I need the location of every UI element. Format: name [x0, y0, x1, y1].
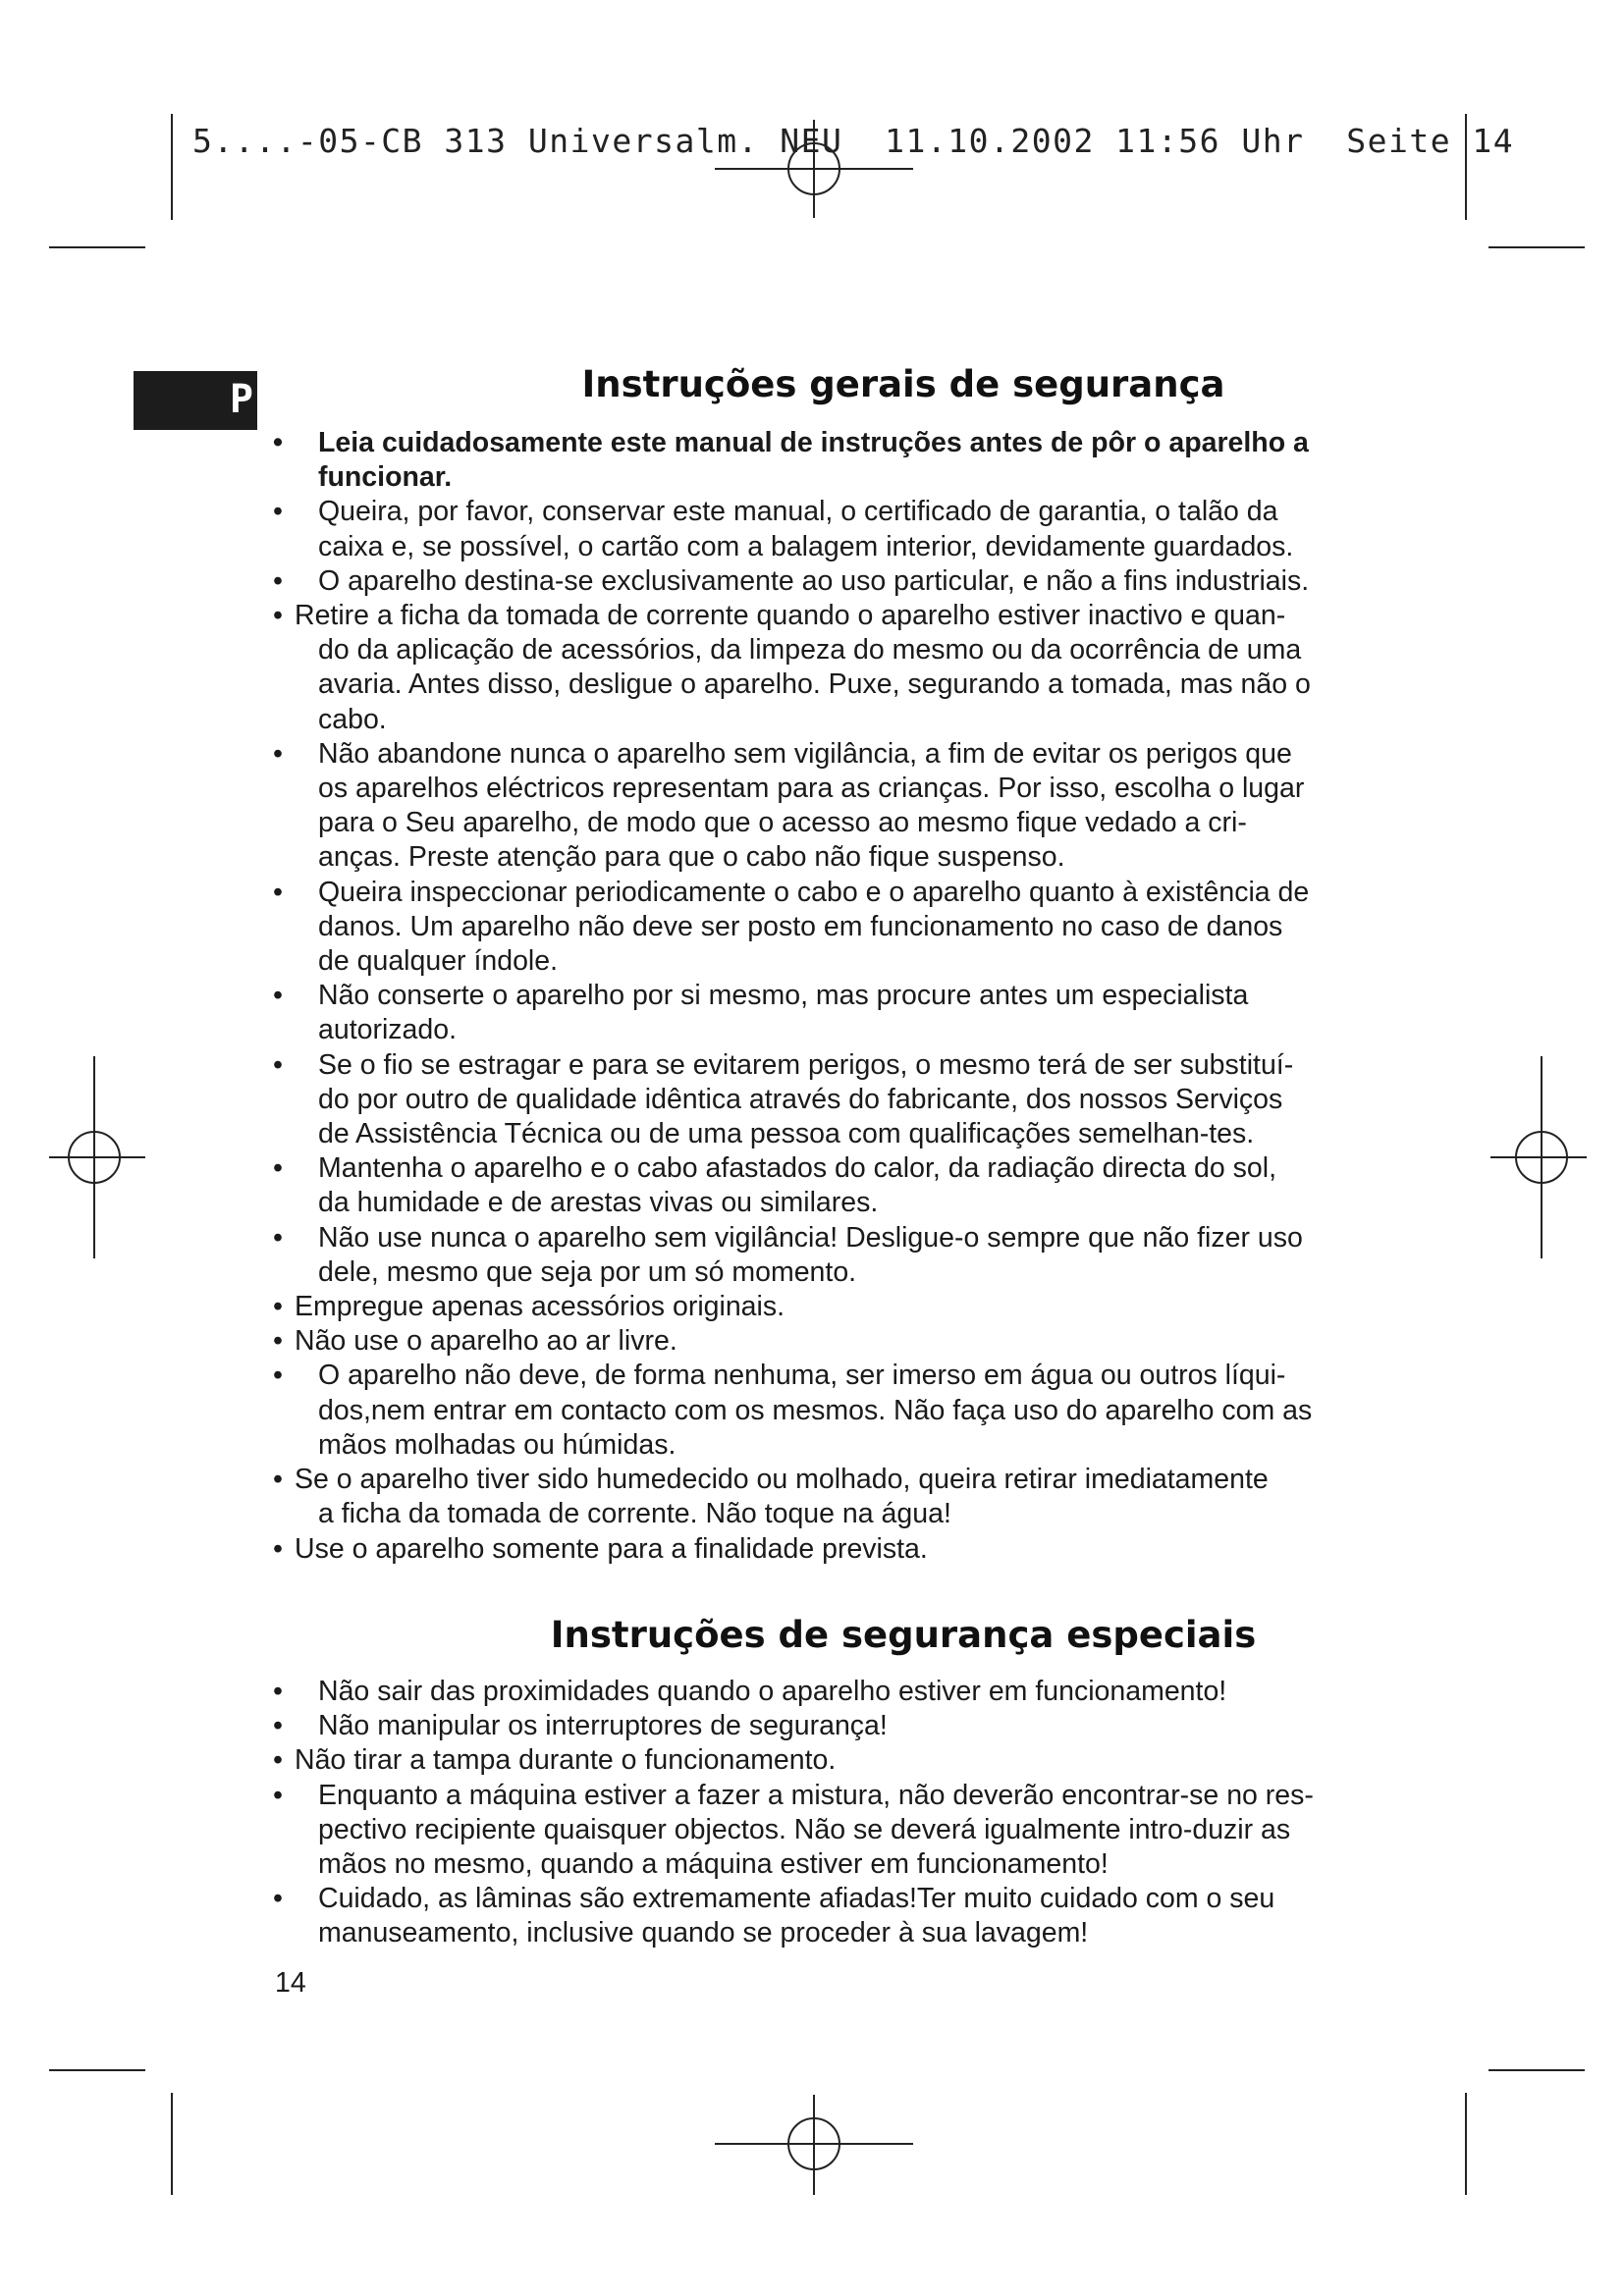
list-item-line: de qualquer índole. — [318, 945, 559, 978]
list-item — [0, 1048, 1312, 1152]
list-item-line: da humidade e de arestas vivas ou similares. — [318, 1187, 879, 1219]
crop-mark-bottom-left-horizontal — [49, 2069, 145, 2071]
list-item-line: O aparelho não deve, de forma nenhuma, ser imerso em água ou outros líqui- — [318, 1360, 1286, 1392]
registration-mark-bottom-icon — [709, 2091, 919, 2199]
list-item-line: Não manipular os interruptores de segurança! — [318, 1710, 888, 1742]
list-item-line: Não use o aparelho ao ar livre. — [295, 1325, 677, 1358]
bullet-icon: • — [273, 427, 283, 458]
list-item — [0, 1221, 1312, 1290]
print-header: 5....-05-CB 313 Universalm. NEU 11.10.2002 11:56 Uhr Seite 14 — [192, 122, 1515, 160]
bullet-icon: • — [273, 564, 283, 597]
bullet-icon: • — [273, 876, 283, 908]
crop-mark-top-right-horizontal — [1489, 246, 1585, 248]
list-item-line: os aparelhos eléctricos representam para as crianças. Por isso, escolha o lugar — [318, 773, 1305, 805]
list-item-line: Não use nunca o aparelho sem vigilância! Desligue-o sempre que não fizer uso — [318, 1221, 1303, 1254]
list-item-line: de Assistência Técnica ou de uma pessoa com qualificações semelhan-tes. — [318, 1118, 1255, 1150]
bullet-icon: • — [273, 980, 283, 1012]
list-item — [0, 426, 1312, 495]
list-item — [0, 737, 1312, 876]
bullet-icon: • — [273, 1464, 283, 1496]
list-item-line: mãos no mesmo, quando a máquina estiver em funcionamento! — [318, 1848, 1109, 1881]
list-item-line: cabo. — [318, 703, 387, 735]
list-item-line: avaria. Antes disso, desligue o aparelho. Puxe, segurando a tomada, mas não o — [318, 668, 1311, 701]
list-item-line: Leia cuidadosamente este manual de instruções antes de pôr o aparelho a — [318, 427, 1309, 458]
bullet-icon: • — [273, 737, 283, 770]
list-item-line: do por outro de qualidade idêntica através do fabricante, dos nossos Serviços — [318, 1083, 1283, 1115]
crop-mark-bottom-right-vertical — [1465, 2093, 1467, 2195]
list-item-line: Não abandone nunca o aparelho sem vigilância, a fim de evitar os perigos que — [318, 737, 1292, 770]
list-item-line: danos. Um aparelho não deve ser posto em funcionamento no caso de danos — [318, 910, 1283, 942]
list-item — [0, 1290, 1312, 1324]
crop-mark-top-left-vertical — [171, 114, 173, 220]
list-item-line: Mantenha o aparelho e o cabo afastados do calor, da radiação directa do sol, — [318, 1152, 1276, 1185]
list-item — [0, 599, 1312, 737]
crop-mark-bottom-left-vertical — [171, 2093, 173, 2195]
list-item-line: a ficha da tomada de corrente. Não toque na água! — [318, 1498, 951, 1530]
list-item-line: mãos molhadas ou húmidas. — [318, 1428, 677, 1461]
list-item — [0, 1709, 1314, 1743]
bullet-icon: • — [273, 1779, 283, 1811]
special-safety-list — [0, 1675, 1314, 1951]
list-item — [0, 564, 1312, 599]
list-item-line: manuseamento, inclusive quando se proceder à sua lavagem! — [318, 1917, 1089, 1949]
list-item-line: autorizado. — [318, 1014, 458, 1046]
list-item-line: Cuidado, as lâminas são extremamente afiadas!Ter muito cuidado com o seu — [318, 1883, 1275, 1915]
list-item-line: Não conserte o aparelho por si mesmo, mas procure antes um especialista — [318, 980, 1249, 1012]
list-item-line: Não sair das proximidades quando o aparelho estiver em funcionamento! — [318, 1676, 1227, 1707]
section-title-general-safety: Instruções gerais de segurança — [581, 363, 1225, 405]
list-item-line: Não tirar a tampa durante o funcionamento. — [295, 1744, 837, 1777]
bullet-icon: • — [273, 496, 283, 528]
section-title-special-safety: Instruções de segurança especiais — [550, 1614, 1257, 1656]
general-safety-list — [0, 426, 1312, 1567]
bullet-icon: • — [273, 1048, 283, 1081]
list-item — [0, 1882, 1314, 1950]
list-item-line: funcionar. — [318, 461, 453, 494]
registration-mark-right-icon — [1487, 1052, 1591, 1262]
bullet-icon: • — [273, 600, 283, 632]
list-item-line: Enquanto a máquina estiver a fazer a mistura, não deverão encontrar-se no res- — [318, 1779, 1314, 1811]
bullet-icon: • — [273, 1883, 283, 1915]
list-item-line: Empregue apenas acessórios originais. — [295, 1291, 785, 1323]
bullet-icon: • — [273, 1291, 283, 1323]
list-item-line: do da aplicação de acessórios, da limpeza do mesmo ou da ocorrência de uma — [318, 634, 1302, 667]
bullet-icon: • — [273, 1710, 283, 1742]
bullet-icon: • — [273, 1152, 283, 1185]
list-item-line: Use o aparelho somente para a finalidade prevista. — [295, 1532, 928, 1565]
language-tab-letter: P — [229, 377, 253, 422]
bullet-icon: • — [273, 1744, 283, 1777]
list-item — [0, 1463, 1312, 1531]
list-item — [0, 979, 1312, 1047]
list-item-line: Queira, por favor, conservar este manual, o certificado de garantia, o talão da — [318, 496, 1278, 528]
list-item-line: pectivo recipiente quaisquer objectos. Não se deverá igualmente intro-duzir as — [318, 1813, 1291, 1845]
bullet-icon: • — [273, 1532, 283, 1565]
list-item-line: caixa e, se possível, o cartão com a balagem interior, devidamente guardados. — [318, 530, 1294, 562]
list-item — [0, 1743, 1314, 1778]
list-item — [0, 1359, 1312, 1463]
list-item-line: Retire a ficha da tomada de corrente quando o aparelho estiver inactivo e quan- — [295, 600, 1286, 632]
crop-mark-top-left-horizontal — [49, 246, 145, 248]
list-item-line: anças. Preste atenção para que o cabo não fique suspenso. — [318, 841, 1065, 874]
page-number: 14 — [275, 1967, 306, 1999]
bullet-icon: • — [273, 1360, 283, 1392]
bullet-icon: • — [273, 1221, 283, 1254]
list-item-line: O aparelho destina-se exclusivamente ao uso particular, e não a fins industriais. — [318, 564, 1310, 597]
list-item — [0, 876, 1312, 980]
list-item — [0, 1324, 1312, 1359]
list-item-line: Se o aparelho tiver sido humedecido ou molhado, queira retirar imediatamente — [295, 1464, 1269, 1496]
list-item-line: Se o fio se estragar e para se evitarem perigos, o mesmo terá de ser substituí- — [318, 1048, 1294, 1081]
list-item — [0, 495, 1312, 563]
list-item-line: Queira inspeccionar periodicamente o cabo e o aparelho quanto à existência de — [318, 876, 1310, 908]
list-item — [0, 1151, 1312, 1220]
list-item — [0, 1532, 1312, 1567]
list-item — [0, 1779, 1314, 1883]
crop-mark-bottom-right-horizontal — [1489, 2069, 1585, 2071]
list-item-line: para o Seu aparelho, de modo que o acesso ao mesmo fique vedado a cri- — [318, 807, 1247, 839]
list-item-line: dos,nem entrar em contacto com os mesmos. Não faça uso do aparelho com as — [318, 1394, 1313, 1426]
bullet-icon: • — [273, 1676, 283, 1707]
list-item-line: dele, mesmo que seja por um só momento. — [318, 1255, 857, 1288]
language-tab — [134, 371, 257, 430]
bullet-icon: • — [273, 1325, 283, 1358]
list-item — [0, 1675, 1314, 1709]
